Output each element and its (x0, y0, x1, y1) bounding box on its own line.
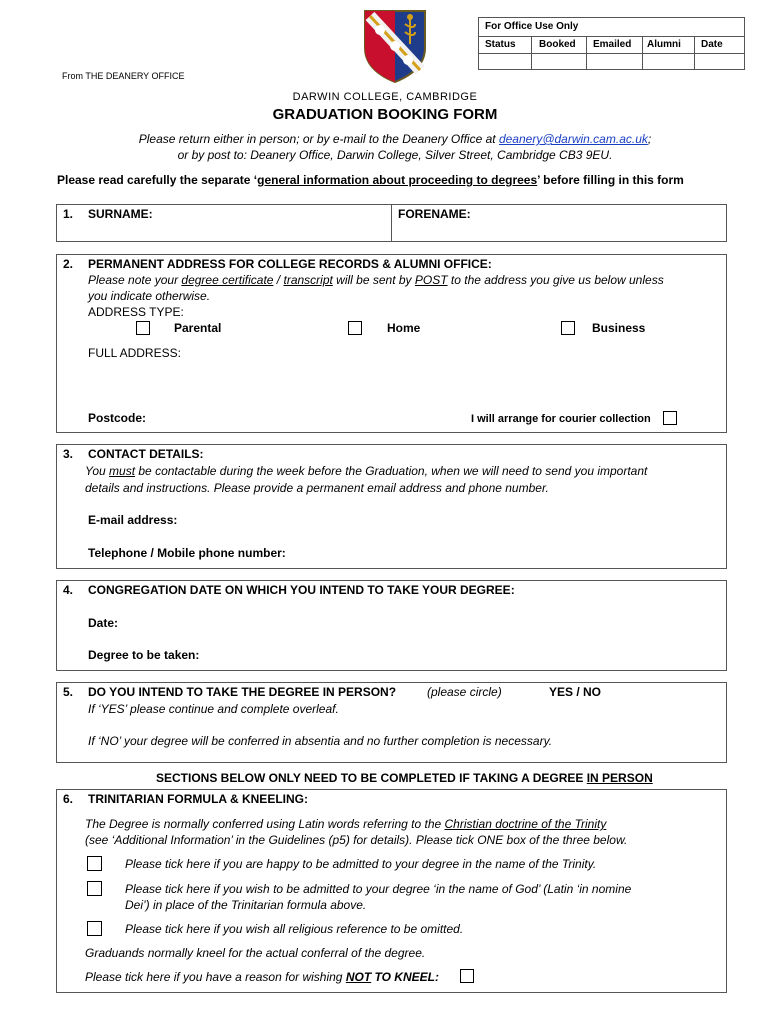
office-col-alumni: Alumni (647, 39, 681, 50)
not-kneel-label: Please tick here if you have a reason for wishing NOT TO KNEEL: (85, 970, 439, 984)
section-2-note-line2: you indicate otherwise. (88, 289, 211, 303)
surname-label[interactable]: SURNAME: (88, 207, 153, 221)
section-5-title: DO YOU INTEND TO TAKE THE DEGREE IN PERSON? (88, 685, 397, 699)
office-col-status: Status (485, 39, 516, 50)
date-label[interactable]: Date: (88, 616, 119, 630)
section-3-note: You must be contactable during the week before the Graduation, when we will need to send you important (85, 464, 648, 478)
please-circle-note: (please circle) (427, 685, 502, 699)
yes-note: If ‘YES’ please continue and complete overleaf. (88, 702, 339, 716)
general-info-link[interactable]: general information about proceeding to degrees (257, 173, 538, 187)
from-line: From THE DEANERY OFFICE (62, 71, 185, 81)
office-col-date: Date (701, 39, 723, 50)
no-note: If ‘NO’ your degree will be conferred in absentia and no further completion is necessary. (88, 734, 553, 748)
degree-label[interactable]: Degree to be taken: (88, 648, 200, 662)
section-6-title: TRINITARIAN FORMULA & KNEELING: (88, 792, 308, 806)
address-type-label: ADDRESS TYPE: (88, 305, 184, 319)
home-checkbox[interactable] (348, 321, 362, 335)
courier-checkbox[interactable] (663, 411, 677, 425)
no-religious-reference-checkbox[interactable] (87, 921, 102, 936)
no-religious-reference-option: Please tick here if you wish all religious reference to be omitted. (125, 922, 464, 936)
trinity-checkbox[interactable] (87, 856, 102, 871)
deanery-email-link[interactable]: deanery@darwin.cam.ac.uk (498, 132, 648, 146)
in-person-sections-note: SECTIONS BELOW ONLY NEED TO BE COMPLETED IF TAKING A DEGREE IN PERSON (156, 771, 653, 785)
postcode-label[interactable]: Postcode: (88, 411, 147, 425)
section-2-note: Please note your degree certificate / transcript will be sent by POST to the address you give us below unless (88, 273, 664, 287)
section-3-note-line2: details and instructions. Please provide a permanent email address and phone number. (85, 481, 549, 495)
name-of-god-option-line2: Dei’) in place of the Trinitarian formula above. (125, 898, 367, 912)
business-label: Business (592, 321, 646, 335)
office-title: For Office Use Only (485, 21, 579, 32)
courier-label: I will arrange for courier collection (471, 413, 651, 425)
section-3-number: 3. (63, 447, 74, 461)
section-6-intro-line2: (see ‘Additional Information’ in the Guidelines (p5) for details). Please tick ONE box of the three below. (85, 833, 628, 847)
office-col-emailed: Emailed (593, 39, 632, 50)
return-instructions: Please return either in person; or by e-mail to the Deanery Office at deanery@darwin.cam.ac.uk; (138, 132, 652, 146)
yes-no-choice[interactable]: YES / NO (549, 685, 602, 699)
section-2-title: PERMANENT ADDRESS FOR COLLEGE RECORDS & ALUMNI OFFICE: (88, 257, 492, 271)
forename-label[interactable]: FORENAME: (398, 207, 471, 221)
name-of-god-option: Please tick here if you wish to be admitted to your degree ‘in the name of God’ (Latin ‘in nomine (125, 882, 632, 896)
full-address-label[interactable]: FULL ADDRESS: (88, 346, 181, 360)
home-label: Home (387, 321, 421, 335)
business-checkbox[interactable] (561, 321, 575, 335)
section-4-number: 4. (63, 583, 74, 597)
return-post-line: or by post to: Deanery Office, Darwin College, Silver Street, Cambridge CB3 9EU. (177, 148, 613, 162)
office-use-table (478, 17, 745, 70)
read-note: Please read carefully the separate ‘general information about proceeding to degrees’ before filling in this form (57, 173, 684, 187)
section-1-number: 1. (63, 207, 74, 221)
college-name: DARWIN COLLEGE, CAMBRIDGE (292, 91, 478, 103)
parental-label: Parental (174, 321, 222, 335)
section-3-title: CONTACT DETAILS: (88, 447, 204, 461)
college-crest-logo (362, 8, 428, 84)
section-1-divider (391, 204, 392, 242)
kneel-note: Graduands normally kneel for the actual conferral of the degree. (85, 946, 426, 960)
office-col-booked: Booked (539, 39, 576, 50)
section-6-intro: The Degree is normally conferred using Latin words referring to the Christian doctrine of the Trinity (85, 817, 607, 831)
not-kneel-checkbox[interactable] (460, 969, 474, 983)
parental-checkbox[interactable] (136, 321, 150, 335)
trinity-option: Please tick here if you are happy to be admitted to your degree in the name of the Trinity. (125, 857, 597, 871)
phone-label[interactable]: Telephone / Mobile phone number: (88, 546, 286, 560)
section-2-number: 2. (63, 257, 74, 271)
form-title: GRADUATION BOOKING FORM (272, 106, 498, 123)
section-6-number: 6. (63, 792, 74, 806)
section-5-number: 5. (63, 685, 74, 699)
name-of-god-checkbox[interactable] (87, 881, 102, 896)
email-label[interactable]: E-mail address: (88, 513, 178, 527)
section-4-title: CONGREGATION DATE ON WHICH YOU INTEND TO TAKE YOUR DEGREE: (88, 583, 515, 597)
